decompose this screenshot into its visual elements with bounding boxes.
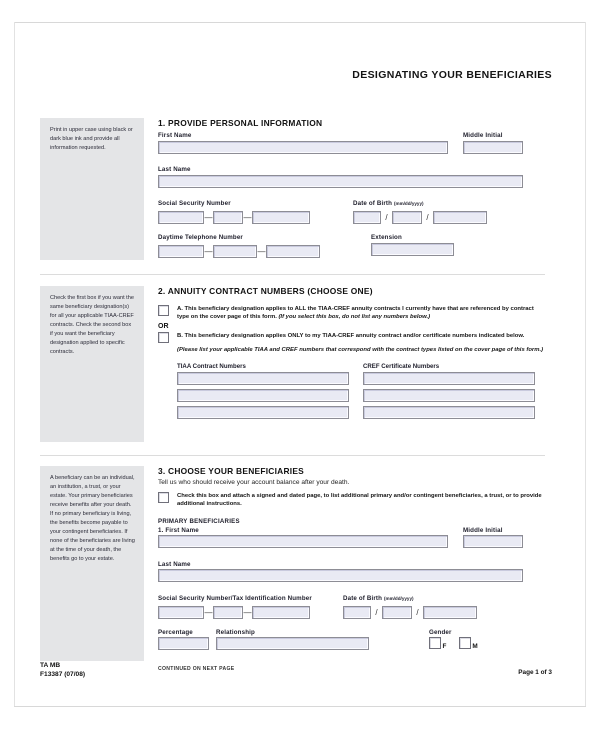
checkbox-option-a[interactable] [158,305,169,316]
cref-certificate-numbers-header: CREF Certificate Numbers [363,362,440,370]
input-tiaa-contract-1[interactable] [177,372,349,385]
tiaa-contract-numbers-header: TIAA Contract Numbers [177,362,246,370]
input-middle-initial[interactable] [463,141,523,154]
input-extension[interactable] [371,243,454,256]
label-beneficiary-date-of-birth [343,595,477,602]
beneficiary-dob-separator-1: / [375,607,378,617]
phone-separator-2: — [257,246,266,256]
label-dob-format: (mm/dd/yyyy) [393,201,424,206]
checkbox-attach-additional-page[interactable] [158,492,169,503]
input-beneficiary-middle-initial[interactable] [463,535,523,548]
input-phone-line[interactable] [266,245,320,258]
section3-subheading: Tell us who should receive your account balance after your death. [158,479,350,486]
checkbox-gender-male[interactable] [459,637,471,655]
ssn-separator-1: — [204,212,213,222]
input-beneficiary-ssn-part3[interactable] [252,606,310,619]
dob-separator-2: / [426,212,429,222]
section3-heading: 3. CHOOSE YOUR BENEFICIARIES [158,466,304,476]
input-phone-prefix[interactable] [213,245,257,258]
option-b-note: (Please list your applicable TIAA and CREF numbers that correspond with the contract types listed on the cover page of this form.) [177,347,544,354]
form-code [40,661,85,680]
input-tiaa-contract-2[interactable] [177,389,349,402]
sidebar-instructions-section2 [40,286,144,442]
label-last-name: Last Name [158,166,191,173]
primary-beneficiaries-header: PRIMARY BENEFICIARIES [158,517,240,525]
dob-separator-1: / [385,212,388,222]
input-dob-day[interactable] [392,211,422,224]
checkbox-option-b[interactable] [158,332,169,343]
beneficiary-ssn-separator-2: — [243,607,252,617]
input-beneficiary-dob-day[interactable] [382,606,412,619]
section-personal-information [40,118,545,260]
label-daytime-telephone-number: Daytime Telephone Number [158,234,243,241]
label-beneficiary-dob-format: (mm/dd/yyyy) [383,595,414,601]
sidebar-instructions-section3 [40,466,144,661]
gender-male-label: M [472,642,478,650]
gender-female-label: F [442,642,447,650]
input-beneficiary-first-name[interactable] [158,535,448,548]
sidebar-text-section1: Print in upper case using black or dark blue ink and provide all information requested. [50,127,133,152]
beneficiary-dob-separator-2: / [416,607,419,617]
sidebar-text-section2: Check the first box if you want the same beneficiary designation(s) for all your applicable TIAA-CREF contracts. Check the second box if you want the beneficiary designation applied to specific contracts. [50,295,134,356]
input-relationship[interactable] [216,637,369,650]
section3-body [158,466,545,672]
label-gender: Gender [429,628,452,636]
input-tiaa-contract-3[interactable] [177,406,349,419]
document-title: DESIGNATING YOUR BENEFICIARIES [352,69,552,81]
divider-1 [40,274,545,275]
page-number: Page 1 of 3 [518,669,552,676]
input-ssn-part3[interactable] [252,211,310,224]
input-ssn-part1[interactable] [158,211,204,224]
section2-body [158,286,545,370]
or-label: OR [158,322,169,330]
page-border-left [14,22,15,707]
label-beneficiary-middle-initial: Middle Initial [463,526,503,534]
section1-body [158,118,545,263]
input-beneficiary-dob-month[interactable] [343,606,371,619]
form-code-line2: F13387 (07/08) [40,671,86,679]
input-last-name[interactable] [158,175,523,188]
beneficiary-ssn-separator-1: — [204,607,213,617]
label-extension: Extension [371,234,402,241]
label-beneficiary-dob-text: Date of Birth [343,594,383,602]
section2-heading: 2. ANNUITY CONTRACT NUMBERS (CHOOSE ONE) [158,286,373,296]
phone-separator-1: — [204,246,213,256]
input-phone-area-code[interactable] [158,245,204,258]
option-a-text: A. This beneficiary designation applies to ALL the TIAA-CREF annuity contracts I currently have that are referenced by contract type on the cover page of this form. [177,306,534,321]
divider-2 [40,455,545,456]
page-border-top [14,22,586,23]
label-beneficiary-last-name: Last Name [158,560,191,568]
label-date-of-birth [353,200,487,207]
label-percentage: Percentage [158,628,193,636]
sidebar-text-section3: A beneficiary can be an individual, an institution, a trust, or your estate. Your primary beneficiaries receive benefits after your death. If no primary beneficiary is living, the benefits become payable to your contingent beneficiaries. If none of the beneficiaries are living at the time of your death, the benefits go to your estate. [50,475,135,563]
label-beneficiary-first-name: 1. First Name [158,526,199,534]
page-border-right [585,22,586,707]
input-dob-year[interactable] [433,211,487,224]
option-a-italic-note: (If you select this box, do not list any numbers below.) [278,314,431,321]
checkbox-gender-female[interactable] [429,637,441,655]
input-dob-month[interactable] [353,211,381,224]
section1-heading: 1. PROVIDE PERSONAL INFORMATION [158,118,323,128]
input-percentage[interactable] [158,637,209,650]
sidebar-instructions-section1 [40,118,144,260]
continued-on-next-page: CONTINUED ON NEXT PAGE [158,665,235,672]
label-ssn-tax-identification-number: Social Security Number/Tax Identification Number [158,594,312,602]
label-social-security-number: Social Security Number [158,200,231,207]
label-dob-text: Date of Birth [353,200,393,207]
input-beneficiary-ssn-part1[interactable] [158,606,204,619]
input-beneficiary-last-name[interactable] [158,569,523,582]
label-first-name: First Name [158,132,192,139]
page-border-bottom [14,706,586,707]
ssn-separator-2: — [243,212,252,222]
attach-checkbox-text: Check this box and attach a signed and dated page, to list additional primary and/or contingent beneficiaries, a trust, or to provide additional instructions. [177,493,542,508]
option-b-text: B. This beneficiary designation applies ONLY to my TIAA-CREF annuity contract and/or certificate numbers indicated below. [177,332,525,339]
input-cref-certificate-2[interactable] [363,389,535,402]
section-annuity-contract-numbers [40,286,545,442]
form-code-line1: TA MB [40,662,61,669]
label-relationship: Relationship [216,628,255,636]
input-beneficiary-dob-year[interactable] [423,606,477,619]
label-middle-initial: Middle Initial [463,132,503,139]
input-first-name[interactable] [158,141,448,154]
input-cref-certificate-1[interactable] [363,372,535,385]
input-ssn-part2[interactable] [213,211,243,224]
input-beneficiary-ssn-part2[interactable] [213,606,243,619]
input-cref-certificate-3[interactable] [363,406,535,419]
